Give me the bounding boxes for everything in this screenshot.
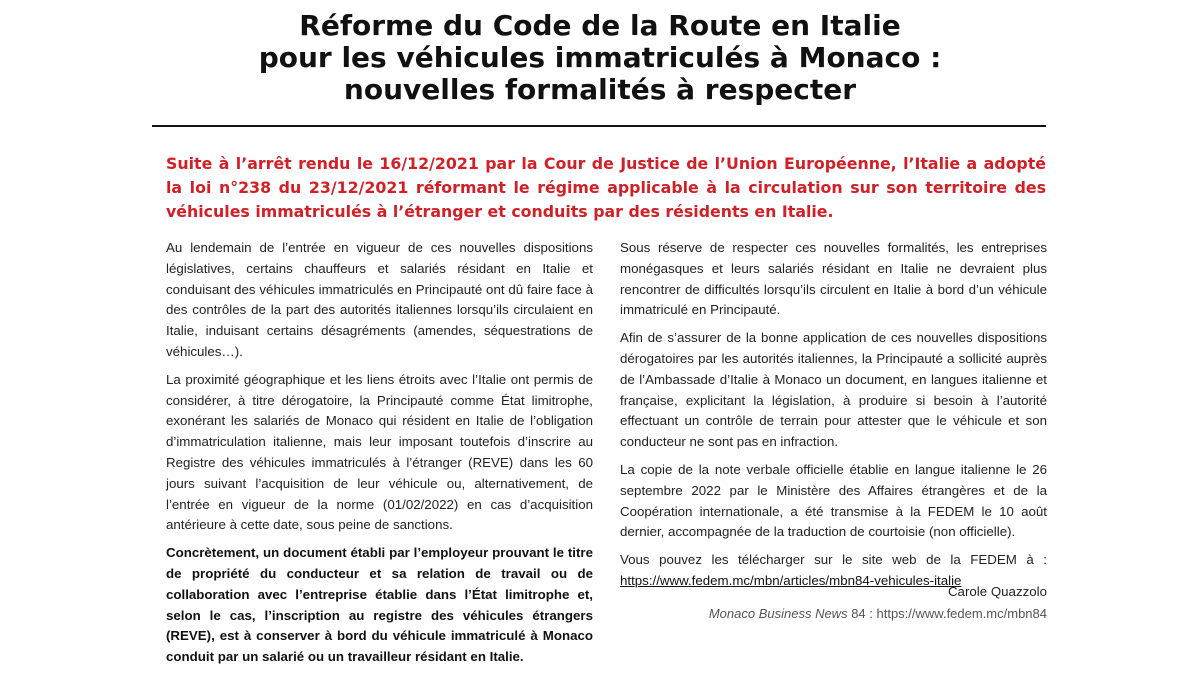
left-column	[166, 238, 593, 675]
right-column	[620, 238, 1047, 599]
footer-reference: 84 : https://www.fedem.mc/mbn84	[847, 606, 1047, 621]
publication-name: Monaco Business News	[708, 606, 848, 621]
title-line-2: pour les véhicules immatriculés à Monaco :	[258, 41, 942, 74]
title-line-3: nouvelles formalités à respecter	[343, 73, 857, 106]
left-paragraph-1: Au lendemain de l’entrée en vigueur de ces nouvelles dispositions législatives, certains chauffeurs et salariés résidant en Italie et conduisant des véhicules immatriculés en Principauté ont dû faire face à des contrôles de la part des autorités italiennes lorsqu’ils circulaient en Italie, induisant certains désagréments (amendes, séquestrations de véhicules…).	[166, 240, 593, 359]
lead-paragraph: Suite à l’arrêt rendu le 16/12/2021 par la Cour de Justice de l’Union Européenne, l’Italie a adopté la loi n°238 du 23/12/2021 réformant le régime applicable à la circulation sur son territoire des véhicules immatriculés à l’étranger et conduits par des résidents en Italie.	[166, 154, 1046, 221]
download-text: Vous pouvez les télécharger sur le site web de la FEDEM à :	[620, 552, 1047, 568]
left-paragraph-3: Concrètement, un document établi par l’employeur prouvant le titre de propriété du conducteur et sa relation de travail ou de collaboration avec l’entreprise établie dans l’État limitrophe et, selon le cas, l’inscription au registre des véhicules étrangers (REVE), est à conserver à bord du véhicule immatriculé à Monaco conduit par un salarié ou un travailleur résidant en Italie.	[166, 545, 593, 665]
right-paragraph-2: Afin de s’assurer de la bonne application de ces nouvelles dispositions dérogatoires par les autorités italiennes, la Principauté a sollicité auprès de l’Ambassade d’Italie à Monaco un document, en langues italienne et française, explicitant la législation, à produire si besoin à l’autorité effectuant un contrôle de terrain pour attester que le véhicule et son conducteur ne sont pas en infraction.	[620, 330, 1047, 450]
right-paragraph-3: La copie de la note verbale officielle établie en langue italienne le 26 septembre 2022 par le Ministère des Affaires étrangères et de la Coopération internationale, a été transmise à la FEDEM le 10 août dernier, accompagnée de la traduction de courtoisie (non officielle).	[620, 461, 1047, 540]
title-line-1: Réforme du Code de la Route en Italie	[299, 9, 901, 42]
author-name: Carole Quazzolo	[947, 584, 1047, 599]
article-title	[150, 10, 1050, 106]
download-link[interactable]: https://www.fedem.mc/mbn/articles/mbn84-vehicules-italie	[620, 572, 962, 588]
title-divider	[152, 125, 1046, 127]
left-paragraph-2: La proximité géographique et les liens étroits avec l’Italie ont permis de considérer, à titre dérogatoire, la Principauté comme État limitrophe, exonérant les salariés de Monaco qui résident en Italie de l’obligation d’immatriculation italienne, mais leur imposant toutefois d’inscrire au Registre des véhicules immatriculés à l’étranger (REVE) dans les 60 jours suivant l’acquisition de leur véhicule ou, alternativement, de l’entrée en vigueur de la norme (01/02/2022) en cas d’acquisition antérieure à cette date, sous peine de sanctions.	[166, 371, 593, 533]
right-paragraph-1: Sous réserve de respecter ces nouvelles formalités, les entreprises monégasques et leurs salariés résidant en Italie ne devraient plus rencontrer de difficultés lorsqu’ils circulent en Italie à bord d’un véhicule immatriculé en Principauté.	[620, 240, 1047, 318]
footer-source	[709, 606, 1047, 621]
